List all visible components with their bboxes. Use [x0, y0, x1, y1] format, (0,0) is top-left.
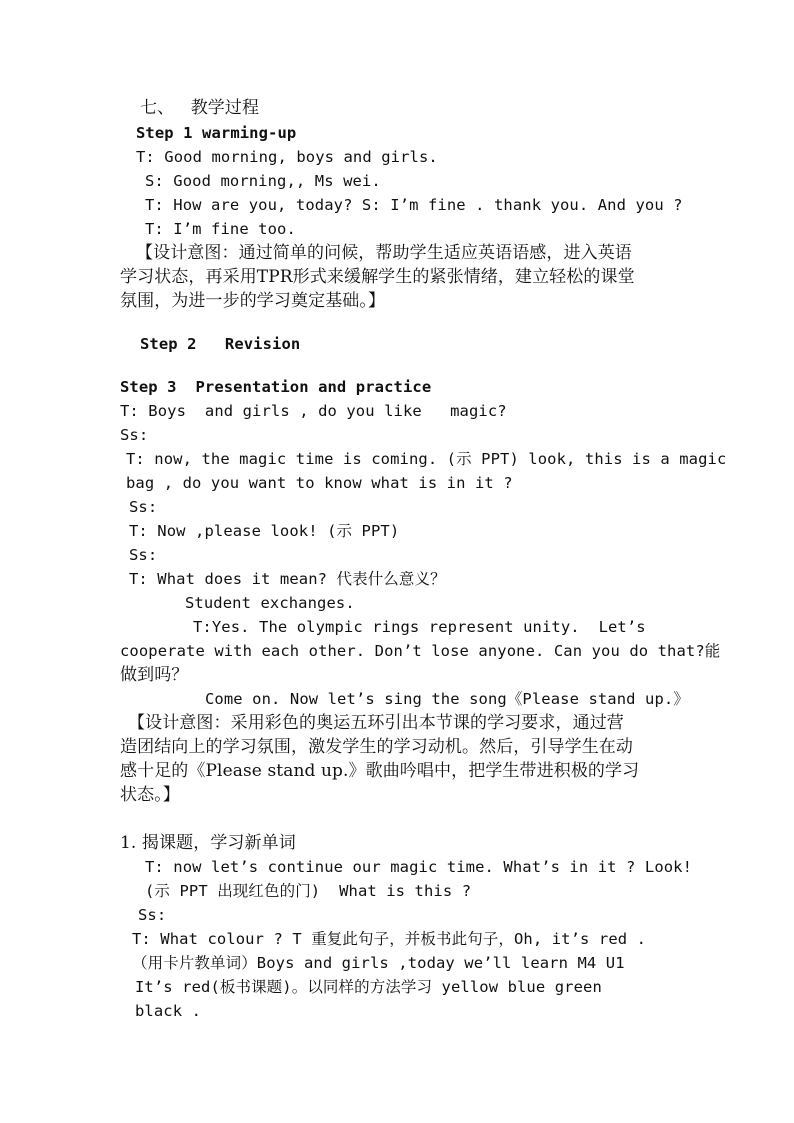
dialogue-line: (示 PPT 出现红色的门) What is this ?	[145, 882, 472, 900]
dialogue-line: T: now let’s continue our magic time. What’s in it ? Look!	[145, 858, 693, 876]
dialogue-line: T: now, the magic time is coming. (示 PPT) look, this is a magic	[126, 450, 727, 468]
step-2-heading: Step 2 Revision	[140, 335, 301, 353]
dialogue-line: T: How are you, today? S: I’m fine . thank you. And you ?	[145, 196, 683, 214]
design-intent-text: 感十足的《Please stand up.》歌曲吟唱中，把学生带进积极的学习	[120, 761, 640, 781]
section-heading: 七、 教学过程	[140, 98, 260, 118]
dialogue-line: （用卡片教单词）Boys and girls ,today we’ll learn M4 U1	[132, 954, 625, 972]
dialogue-line: Student exchanges.	[185, 594, 355, 612]
dialogue-line: T: I’m fine too.	[145, 220, 296, 238]
dialogue-line: Ss:	[129, 498, 158, 516]
dialogue-line: T: Good morning, boys and girls.	[136, 148, 438, 166]
dialogue-line: black .	[135, 1002, 202, 1020]
dialogue-line: T:Yes. The olympic rings represent unity. Let’s	[193, 618, 646, 636]
dialogue-line: 做到吗？	[120, 665, 189, 685]
dialogue-line: S: Good morning,, Ms wei.	[145, 172, 381, 190]
dialogue-line: cooperate with each other. Don’t lose anyone. Can you do that?能	[120, 642, 721, 660]
dialogue-line: T: Boys and girls , do you like magic?	[120, 402, 507, 420]
dialogue-line: Ss:	[129, 546, 158, 564]
design-intent-text: 状态。】	[120, 785, 180, 805]
step-1-heading: Step 1 warming-up	[136, 124, 297, 142]
dialogue-line: Come on. Now let’s sing the song《Please stand up.》	[205, 690, 689, 708]
subsection-heading: 1. 揭课题，学习新单词	[120, 833, 296, 853]
design-intent-text: 【设计意图：采用彩色的奥运五环引出本节课的学习要求，通过营	[128, 713, 624, 733]
step-3-heading: Step 3 Presentation and practice	[120, 378, 432, 396]
design-intent-text: 氛围，为进一步的学习奠定基础。】	[120, 291, 386, 311]
dialogue-line: T: What does it mean? 代表什么意义？	[129, 570, 446, 588]
dialogue-line: Ss:	[120, 426, 149, 444]
dialogue-line: T: What colour ? T 重复此句子，并板书此句子，Oh, it’s red .	[132, 930, 647, 948]
design-intent-text: 造团结向上的学习氛围，激发学生的学习动机。然后，引导学生在动	[120, 737, 633, 757]
dialogue-line: bag , do you want to know what is in it ?	[126, 474, 513, 492]
design-intent-text: 【设计意图：通过简单的问候，帮助学生适应英语语感，进入英语	[136, 243, 632, 263]
dialogue-line: T: Now ,please look! (示 PPT)	[129, 522, 400, 540]
dialogue-line: Ss:	[138, 906, 167, 924]
dialogue-line: It’s red(板书课题)。以同样的方法学习 yellow blue green	[135, 978, 602, 996]
design-intent-text: 学习状态，再采用TPR形式来缓解学生的紧张情绪，建立轻松的课堂	[120, 267, 635, 287]
